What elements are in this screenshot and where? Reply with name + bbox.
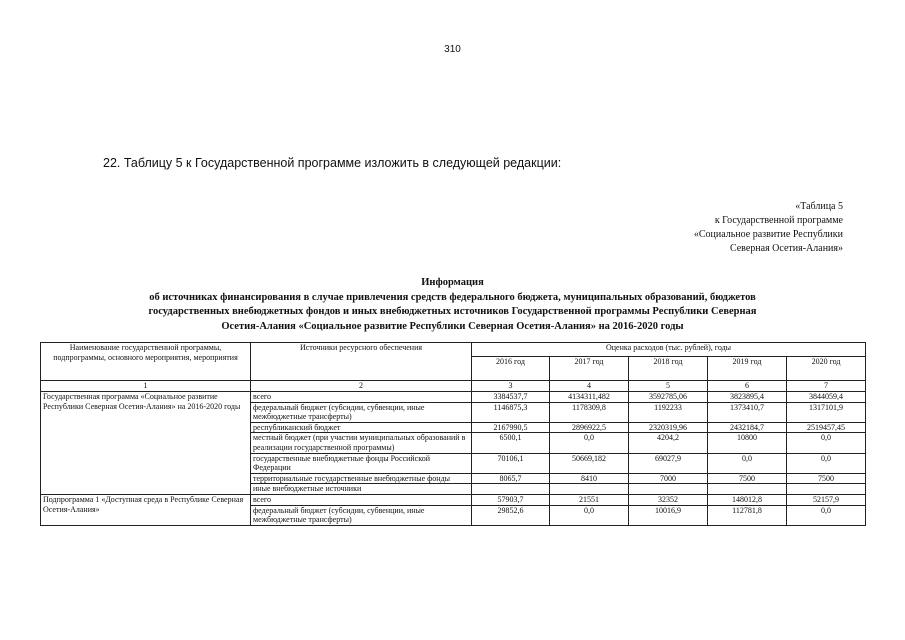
col-number: 4 bbox=[550, 381, 629, 392]
col-number: 1 bbox=[41, 381, 251, 392]
col-header-source: Источники ресурсного обеспечения bbox=[251, 343, 472, 381]
value-cell: 8065,7 bbox=[472, 473, 550, 484]
caption-line: «Таблица 5 bbox=[795, 201, 843, 212]
value-cell: 7500 bbox=[787, 473, 866, 484]
year-header: 2020 год bbox=[787, 357, 866, 381]
value-cell bbox=[787, 484, 866, 495]
value-cell: 1178309,8 bbox=[550, 402, 629, 422]
caption-line: к Государственной программе bbox=[714, 215, 843, 226]
table-caption bbox=[583, 200, 843, 256]
value-cell: 4204,2 bbox=[629, 433, 708, 453]
year-header: 2017 год bbox=[550, 357, 629, 381]
value-cell: 52157,9 bbox=[787, 494, 866, 505]
table-heading bbox=[40, 276, 865, 334]
program-name-cell: Государственная программа «Социальное развитие Республики Северная Осетия-Алания» на 2016-2020 годы bbox=[41, 392, 251, 495]
instruction-text: 22. Таблицу 5 к Государственной программе изложить в следующей редакции: bbox=[103, 156, 562, 170]
source-cell: местный бюджет (при участии муниципальных образований в реализации государственной программы) bbox=[251, 433, 472, 453]
value-cell: 10800 bbox=[708, 433, 787, 453]
value-cell: 112781,8 bbox=[708, 505, 787, 525]
value-cell: 0,0 bbox=[787, 453, 866, 473]
value-cell: 1192233 bbox=[629, 402, 708, 422]
col-number: 6 bbox=[708, 381, 787, 392]
value-cell: 29852,6 bbox=[472, 505, 550, 525]
value-cell: 0,0 bbox=[708, 453, 787, 473]
value-cell: 57903,7 bbox=[472, 494, 550, 505]
heading-title: Информация bbox=[421, 277, 484, 288]
financing-table bbox=[40, 342, 866, 526]
col-number: 3 bbox=[472, 381, 550, 392]
value-cell bbox=[472, 484, 550, 495]
value-cell: 2896922,5 bbox=[550, 422, 629, 433]
source-cell: федеральный бюджет (субсидии, субвенции, иные межбюджетные трансферты) bbox=[251, 505, 472, 525]
value-cell: 0,0 bbox=[787, 505, 866, 525]
col-header-name: Наименование государственной программы, подпрограммы, основного мероприятия, мероприятия bbox=[41, 343, 251, 381]
value-cell: 21551 bbox=[550, 494, 629, 505]
caption-line: Северная Осетия-Алания» bbox=[729, 243, 843, 254]
value-cell: 1146875,3 bbox=[472, 402, 550, 422]
value-cell: 2320319,96 bbox=[629, 422, 708, 433]
heading-line: государственных внебюджетных фондов и иных внебюджетных источников Государственной программы Республики Северная bbox=[148, 306, 757, 317]
source-cell: республиканский бюджет bbox=[251, 422, 472, 433]
table-row bbox=[41, 392, 866, 403]
value-cell: 3823895,4 bbox=[708, 392, 787, 403]
heading-line: Осетия-Алания «Социальное развитие Республики Северная Осетия-Алания» на 2016-2020 годы bbox=[221, 320, 684, 332]
value-cell: 2519457,45 bbox=[787, 422, 866, 433]
source-cell: всего bbox=[251, 392, 472, 403]
value-cell: 1373410,7 bbox=[708, 402, 787, 422]
value-cell: 3384537,7 bbox=[472, 392, 550, 403]
program-name-cell: Подпрограмма 1 «Доступная среда в Республике Северная Осетия-Алания» bbox=[41, 494, 251, 525]
value-cell: 32352 bbox=[629, 494, 708, 505]
value-cell bbox=[550, 484, 629, 495]
value-cell bbox=[708, 484, 787, 495]
col-number: 7 bbox=[787, 381, 866, 392]
year-header: 2016 год bbox=[472, 357, 550, 381]
value-cell: 10016,9 bbox=[629, 505, 708, 525]
value-cell: 2432184,7 bbox=[708, 422, 787, 433]
caption-line: «Социальное развитие Республики bbox=[693, 229, 843, 240]
value-cell: 50669,182 bbox=[550, 453, 629, 473]
value-cell: 0,0 bbox=[550, 433, 629, 453]
col-header-estimate: Оценка расходов (тыс. рублей), годы bbox=[472, 343, 866, 357]
source-cell: государственные внебюджетные фонды Российской Федерации bbox=[251, 453, 472, 473]
value-cell: 0,0 bbox=[550, 505, 629, 525]
col-number: 2 bbox=[251, 381, 472, 392]
page-number: 310 bbox=[444, 44, 461, 55]
value-cell: 3844059,4 bbox=[787, 392, 866, 403]
value-cell: 1317101,9 bbox=[787, 402, 866, 422]
year-header: 2019 год bbox=[708, 357, 787, 381]
table-row bbox=[41, 494, 866, 505]
col-number: 5 bbox=[629, 381, 708, 392]
source-cell: иные внебюджетные источники bbox=[251, 484, 472, 495]
source-cell: всего bbox=[251, 494, 472, 505]
value-cell: 7500 bbox=[708, 473, 787, 484]
value-cell: 0,0 bbox=[787, 433, 866, 453]
value-cell: 6500,1 bbox=[472, 433, 550, 453]
value-cell bbox=[629, 484, 708, 495]
value-cell: 70106,1 bbox=[472, 453, 550, 473]
source-cell: территориальные государственные внебюджетные фонды bbox=[251, 473, 472, 484]
value-cell: 8410 bbox=[550, 473, 629, 484]
year-header: 2018 год bbox=[629, 357, 708, 381]
heading-line: об источниках финансирования в случае привлечения средств федерального бюджета, муниципальных образований, бюджетов bbox=[149, 291, 756, 303]
value-cell: 69027,9 bbox=[629, 453, 708, 473]
value-cell: 4134311,482 bbox=[550, 392, 629, 403]
value-cell: 148012,8 bbox=[708, 494, 787, 505]
value-cell: 7000 bbox=[629, 473, 708, 484]
source-cell: федеральный бюджет (субсидии, субвенции, иные межбюджетные трансферты) bbox=[251, 402, 472, 422]
value-cell: 2167990,5 bbox=[472, 422, 550, 433]
value-cell: 3592785,06 bbox=[629, 392, 708, 403]
